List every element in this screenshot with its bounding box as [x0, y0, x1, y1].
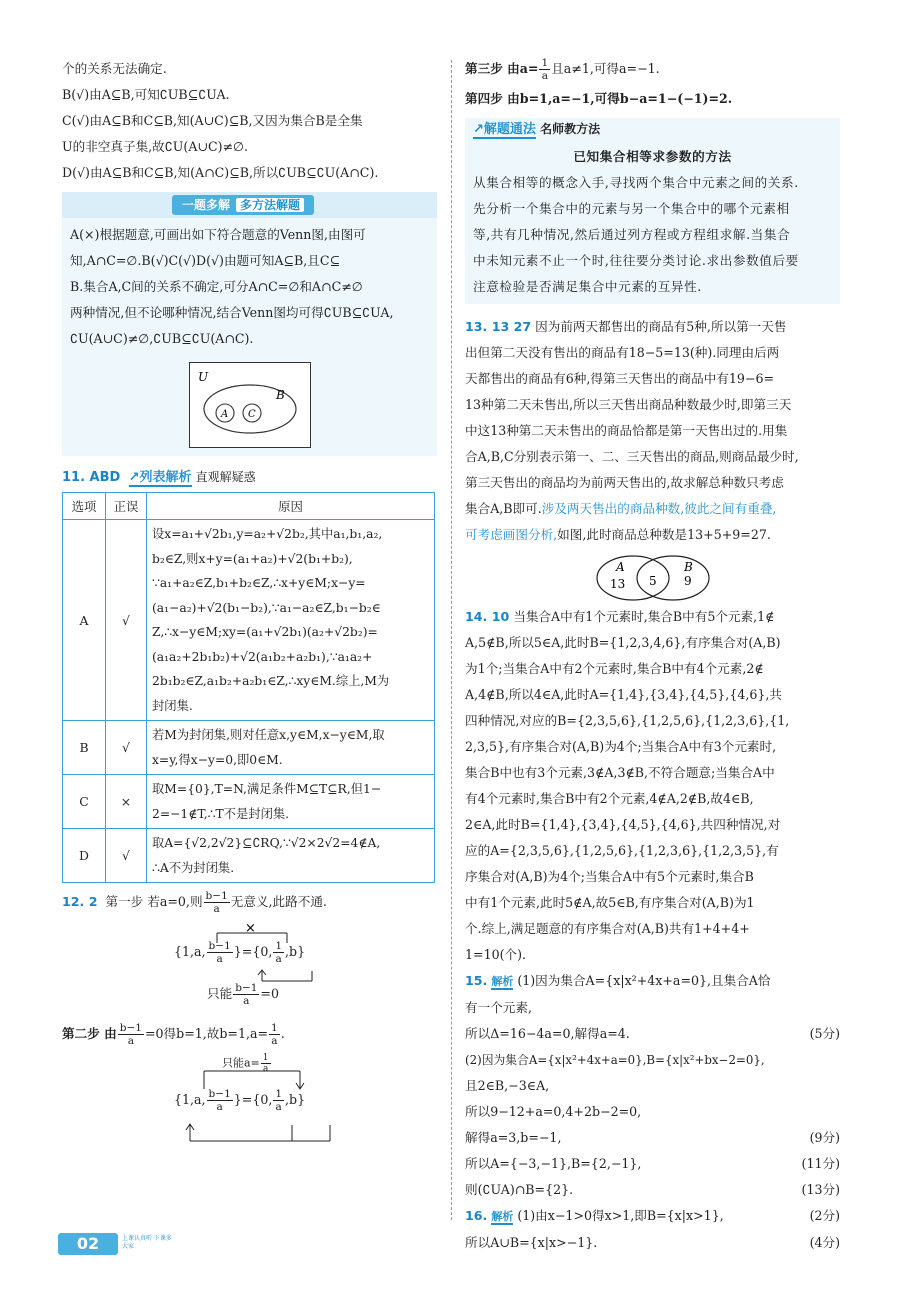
q10-continuation: 个的关系无法确定.	[62, 61, 167, 76]
multi-solution-banner	[62, 192, 437, 218]
q14-line: A,5∉B,所以5∈A,此时B={1,2,3,4,6},有序集合对(A,B)	[465, 635, 781, 650]
q14-block	[465, 604, 840, 968]
reason-line: 取A={√2,2√2}⊆∁RQ,∵√2×2√2=4∉A,	[152, 836, 381, 850]
venn2-set-b	[637, 556, 709, 600]
venn2-label-b: B	[683, 560, 693, 574]
reason-line: 封闭集.	[152, 698, 193, 713]
table-header-judgement: 正误	[106, 493, 147, 520]
q11-tag-sub: 直观解疑惑	[195, 470, 256, 484]
reason-line: b₂∈Z,则x+y=(a₁+a₂)+√2(b₁+b₂),	[152, 551, 353, 566]
q14-line: 序集合对(A,B)为4个;当集合A中有5个元素时,集合B	[465, 869, 754, 884]
q13-line: 可考虑画图分析,如图,此时商品总种数是13+5+9=27.	[465, 527, 771, 542]
reason-line: Z,∴x−y∈M;xy=(a₁+√2b₁)(a₂+√2b₂)=	[152, 625, 378, 639]
q14-line: 为1个;当集合A中有2个元素时,集合B中有4个元素,2∉	[465, 661, 764, 676]
method-tag: ↗解题通法	[473, 122, 536, 137]
cross-mark: ×	[245, 921, 256, 936]
row-c-option: C	[63, 775, 106, 829]
multi-solution-tag	[172, 195, 314, 215]
score: (5分)	[809, 1026, 840, 1041]
method-header	[465, 118, 840, 140]
venn-label-u: U	[197, 370, 208, 384]
q12-step1	[62, 889, 437, 915]
multi-line-2: 知,A∩C=∅.B(√)C(√)D(√)由题可知A⊆B,且C⊆	[70, 253, 341, 268]
row-b-option: B	[63, 721, 106, 775]
row-c-reason	[147, 775, 435, 829]
q13-hint: 涉及两天售出的商品种数,彼此之间有重叠,	[541, 501, 777, 516]
venn-label-a: A	[220, 409, 228, 420]
q13-line: 13种第二天未售出,所以三天售出商品种数最少时,即第三天	[465, 397, 792, 412]
page-slogan: 上课认真听 下课多大家	[122, 1235, 172, 1250]
q14-line: 集合B中也有3个元素,3∉A,3∉B,不符合题意;当集合A中	[465, 765, 775, 780]
method-line: 先分析一个集合中的元素与另一个集合中的哪个元素相	[473, 201, 790, 216]
q12-step2: 第二步 由 $\frac{b-1}{a}$ =0得b=1,故b=1,a= $\frac{1}{a}$ .	[62, 1022, 285, 1047]
only-label-1: 只能 $\frac{b-1}{a}$ =0	[207, 982, 279, 1007]
table-row	[63, 721, 435, 775]
reason-line: 取M={0},T=N,满足条件M⊆T⊆R,但1−	[152, 782, 382, 796]
score: (11分)	[801, 1156, 840, 1171]
q12-number: 12. 2	[62, 894, 98, 909]
q14-line: 2∈A,此时B={1,4},{3,4},{4,5},{4,6},共四种情况,对	[465, 817, 781, 832]
venn-label-b: B	[275, 388, 285, 402]
q13-line: 第三天售出的商品均为前两天售出的,故求解总种数只考虑	[465, 475, 784, 490]
row-d-option: D	[63, 829, 106, 883]
method-title: 已知集合相等求参数的方法	[573, 149, 732, 164]
method-line: 从集合相等的概念入手,寻找两个集合中元素之间的关系.	[473, 175, 799, 190]
banner-subtitle: 多方法解题	[236, 198, 304, 212]
venn-diagram-1	[189, 362, 311, 448]
venn2-count-b: 9	[683, 574, 692, 588]
table-header-row	[63, 493, 435, 520]
q13-line: 中这13种第二天未售出的商品恰都是第一天售出过的.用集	[465, 423, 788, 438]
q13-line: 13. 13 27 因为前两天都售出的商品有5种,所以第一天售	[465, 319, 787, 334]
table-header-option: 选项	[63, 493, 106, 520]
q13-hint: 可考虑画图分析,	[465, 527, 558, 542]
only-label-2: 只能a= $\frac{1}{a}$	[222, 1053, 269, 1074]
score: (4分)	[809, 1235, 840, 1250]
score: (9分)	[809, 1130, 840, 1145]
reason-line: 若M为封闭集,则对任意x,y∈M,x−y∈M,取	[152, 728, 385, 742]
diagram2-bottom-arrows	[180, 1123, 340, 1147]
method-line: 注意检验是否满足集合中元素的互异性.	[473, 279, 702, 294]
q13-line: 合A,B,C分别表示第一、二、三天售出的商品,则商品最少时,	[465, 449, 799, 464]
q16-block	[465, 1203, 840, 1256]
q10-option-c-line1: C(√)由A⊆B和C⊆B,知(A∪C)⊆B,又因为集合B是全集	[62, 113, 363, 128]
q14-line: 14. 10 当集合A中有1个元素时,集合B中有5个元素,1∉	[465, 609, 775, 624]
table-row	[63, 520, 435, 721]
method-line: 中未知元素不止一个时,往往要分类讨论.求出参数值后要	[473, 253, 799, 268]
venn2-set-a	[597, 556, 669, 600]
venn2-count-a: 13	[609, 577, 625, 591]
multi-line-4: 两种情况,但不论哪种情况,结合Venn图均可得∁UB⊆∁UA,	[70, 305, 394, 320]
venn2-svg	[588, 552, 718, 602]
row-b-mark: √	[106, 721, 147, 775]
set-equation-2: {1,a, $\frac{b-1}{a}$ }={0, $\frac{1}{a}$ ,b}	[174, 1088, 306, 1113]
reason-line: x=y,得x−y=0,即0∈M.	[152, 752, 283, 767]
q13-line: 出但第二天没有售出的商品有18−5=13(种).同理由后两	[465, 345, 780, 360]
q15-line: 则(∁UA)∩B={2}. (13分)	[465, 1177, 840, 1203]
q15-number: 15.	[465, 973, 488, 988]
q10-option-b: B(√)由A⊆B,可知∁UB⊆∁UA.	[62, 87, 230, 102]
table-header-reason: 原因	[147, 493, 435, 520]
q15-line: 所以A={−3,−1},B={2,−1}, (11分)	[465, 1151, 840, 1177]
q10-option-d: D(√)由A⊆B和C⊆B,知(A∩C)⊆B,所以∁UB⊆∁U(A∩C).	[62, 165, 379, 180]
row-a-option: A	[63, 520, 106, 721]
venn2-label-a: A	[615, 560, 625, 574]
q15-block	[465, 968, 840, 1203]
table-row	[63, 775, 435, 829]
q13-line: 天都售出的商品有6种,得第三天售出的商品中有19−6=	[465, 371, 775, 386]
q15-line: 15. 解析 (1)因为集合A={x|x²+4x+a=0},且集合A恰	[465, 973, 771, 988]
row-d-mark: √	[106, 829, 147, 883]
multi-line-3: B.集合A,C间的关系不确定,可分A∩C=∅和A∩C≠∅	[70, 279, 363, 294]
q14-line: 个.综上,满足题意的有序集合对(A,B)共有1+4+4+	[465, 921, 750, 936]
method-panel	[465, 140, 840, 304]
set-mapping-diagram-2	[62, 1053, 437, 1149]
q14-line: 有4个元素时,集合B中有2个元素,4∉A,2∉B,故4∈B,	[465, 791, 754, 806]
multi-solution-panel	[62, 218, 437, 456]
q11-table	[62, 492, 435, 883]
score: (13分)	[801, 1182, 840, 1197]
q16-number: 16.	[465, 1208, 488, 1223]
venn-svg	[190, 363, 310, 447]
score: (2分)	[809, 1208, 840, 1223]
q14-line: 中有1个元素,此时5∉A,故5∈B,有序集合对(A,B)为1	[465, 895, 755, 910]
q15-line: 解得a=3,b=−1, (9分)	[465, 1125, 840, 1151]
set-equation-1: {1,a, $\frac{b-1}{a}$ }={0, $\frac{1}{a}$ ,b}	[174, 940, 306, 965]
q14-line: 应的A={2,3,5,6},{1,2,5,6},{1,2,3,6},{1,2,3,5},有	[465, 843, 779, 858]
q16-line: 所以A∪B={x|x>−1}. (4分)	[465, 1230, 840, 1256]
q15-line: 所以Δ=16−4a=0,解得a=4. (5分)	[465, 1021, 840, 1047]
q16-tag: 解析	[491, 1210, 514, 1223]
right-column	[465, 56, 840, 1256]
q11-number: 11. ABD	[62, 470, 121, 485]
reason-line: (a₁a₂+2b₁b₂)+√2(a₁b₂+a₂b₁),∵a₁a₂+	[152, 649, 373, 664]
row-a-reason	[147, 520, 435, 721]
banner-title: 一题多解	[182, 198, 231, 212]
reason-line: (a₁−a₂)+√2(b₁−b₂),∵a₁−a₂∈Z,b₁−b₂∈	[152, 600, 381, 615]
q12-step1-text: 第一步 若a=0,则	[105, 894, 203, 909]
method-line: 等,共有几种情况,然后通过列方程或方程组求解.当集合	[473, 227, 791, 242]
left-column	[62, 56, 437, 1149]
fraction: $\frac{b-1}{a}$	[205, 890, 228, 915]
venn-diagram-2	[465, 552, 840, 602]
page-number: 02	[58, 1233, 118, 1255]
q15-line: (2)因为集合A={x|x²+4x+a=0},B={x|x²+bx−2=0},	[465, 1053, 765, 1067]
reason-line: 2b₁b₂∈Z,a₁b₂+a₂b₁∈Z,∴xy∈M.综上,M为	[152, 674, 390, 688]
row-a-mark: √	[106, 520, 147, 721]
row-b-reason	[147, 721, 435, 775]
q13-block	[465, 314, 840, 602]
q15-tag: 解析	[491, 975, 514, 988]
multi-line-1: A(×)根据题意,可画出如下符合题意的Venn图,由图可	[70, 227, 366, 242]
q14-number: 14. 10	[465, 609, 510, 624]
q12-step4: 第四步 由b=1,a=−1,可得b−a=1−(−1)=2.	[465, 91, 733, 106]
q14-line: 1=10(个).	[465, 947, 527, 962]
q14-line: A,4∉B,所以4∈A,此时A={1,4},{3,4},{4,5},{4,6},共	[465, 687, 782, 702]
q14-line: 2,3,5},有序集合对(A,B)为4个;当集合A中有3个元素时,	[465, 739, 777, 754]
q12-step1-tail: 无意义,此路不通.	[230, 894, 327, 909]
q13-number: 13. 13 27	[465, 319, 532, 334]
reason-line: 设x=a₁+√2b₁,y=a₂+√2b₂,其中a₁,b₁,a₂,	[152, 527, 383, 541]
q13-line: 集合A,B即可.涉及两天售出的商品种数,彼此之间有重叠,	[465, 501, 777, 516]
q15-line: 所以9−12+a=0,4+2b−2=0,	[465, 1104, 642, 1119]
venn2-count-ab: 5	[648, 574, 657, 588]
multi-line-5: ∁U(A∪C)≠∅,∁UB⊆∁U(A∩C).	[70, 331, 254, 346]
q12-step2-text: 第二步 由	[62, 1026, 117, 1041]
q14-line: 四种情况,对应的B={2,3,5,6},{1,2,5,6},{1,2,3,6},{1,	[465, 713, 790, 728]
q15-line: 有一个元素,	[465, 1000, 532, 1015]
q15-line: 且2∈B,−3∈A,	[465, 1078, 550, 1093]
set-mapping-diagram-1	[62, 915, 437, 1007]
reason-line: ∴A不为封闭集.	[152, 860, 235, 875]
q11-tag: ↗列表解析	[128, 470, 192, 485]
q16-line: 16. 解析 (1)由x−1>0得x>1,即B={x|x>1}, (2分)	[465, 1203, 840, 1230]
reason-line: 2=−1∉T,∴T不是封闭集.	[152, 806, 290, 821]
row-d-reason	[147, 829, 435, 883]
table-row	[63, 829, 435, 883]
venn-label-c: C	[247, 409, 256, 420]
method-tag-sub: 名师教方法	[540, 122, 601, 136]
row-c-mark: ×	[106, 775, 147, 829]
column-divider	[451, 60, 452, 1220]
q12-step3: 第三步 由a= $\frac{1}{a}$ 且a≠1,可得a=−1.	[465, 57, 660, 82]
q11-header	[62, 466, 437, 488]
q10-option-c-line2: U的非空真子集,故∁U(A∪C)≠∅.	[62, 139, 249, 154]
reason-line: ∵a₁+a₂∈Z,b₁+b₂∈Z,∴x+y∈M;x−y=	[152, 576, 366, 590]
